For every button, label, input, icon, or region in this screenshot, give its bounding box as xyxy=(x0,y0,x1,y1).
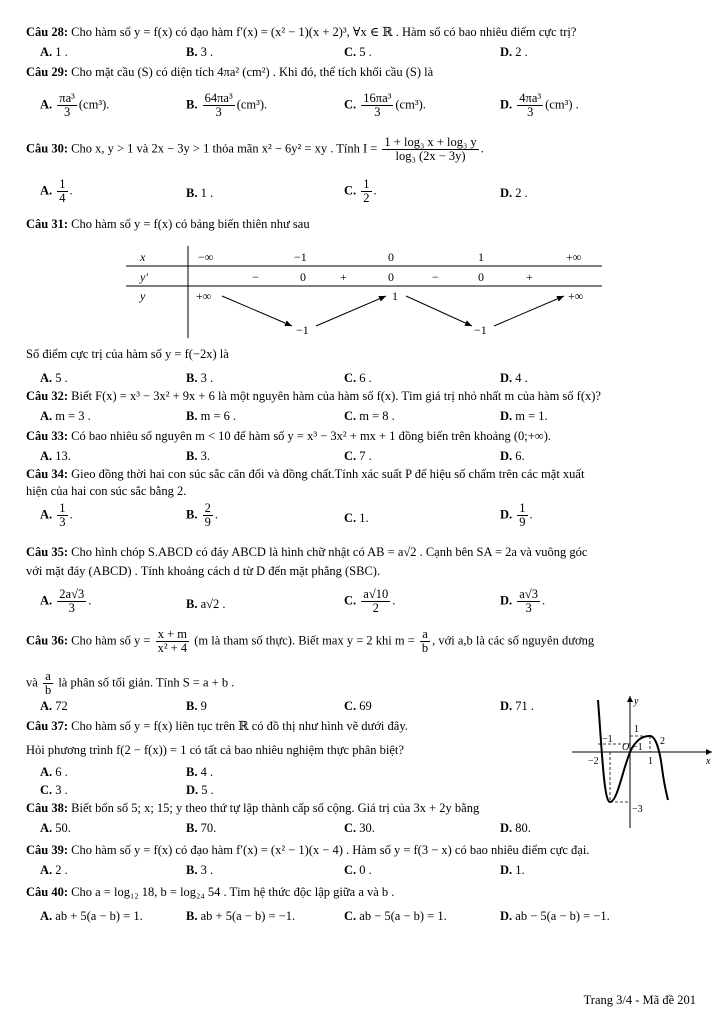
q32-option-b[interactable]: B. m = 6 . xyxy=(186,409,237,423)
q40-option-a[interactable]: A. ab + 5(a − b) = 1. xyxy=(40,909,143,923)
q36-option-a[interactable]: A. 72 xyxy=(40,699,68,713)
graph-origin: O xyxy=(622,742,630,753)
yp-sign-3: − xyxy=(432,270,439,284)
q39-option-b[interactable]: B. 3 . xyxy=(186,863,214,877)
q30-option-a[interactable]: A. $\frac{1}{4}$ . xyxy=(40,177,73,205)
q39-option-c[interactable]: C. 0 . xyxy=(344,863,372,877)
table-x-label: x xyxy=(140,250,146,264)
q38-option-a[interactable]: A. 50. xyxy=(40,821,71,835)
q34-option-c[interactable]: C. 1. xyxy=(344,511,369,525)
question-31: Câu 31: Cho hàm số y = f(x) có bảng biến thiên như sau xyxy=(26,217,310,231)
q30-option-d[interactable]: D. 2 . xyxy=(500,186,528,200)
question-39: Câu 39: Cho hàm số y = f(x) có đạo hàm f′(x) = (x² − 1)(x − 4) . Hàm số y = f(3 − x) có bao nhiêu điểm cực đại. xyxy=(26,843,590,857)
x-zero: 0 xyxy=(388,250,394,264)
tick-x-neg2: −2 xyxy=(588,756,599,767)
q40-option-b[interactable]: B. ab + 5(a − b) = −1. xyxy=(186,909,296,923)
y-top-right: +∞ xyxy=(568,289,584,303)
question-34-cont: hiện của hai con súc sắc bằng 2. xyxy=(26,484,187,498)
yp-zero-3: 0 xyxy=(478,270,484,284)
q33-option-c[interactable]: C. 7 . xyxy=(344,449,372,463)
question-36-cont: và $\frac{a}{b}$ là phân số tối giản. Tính S = a + b . xyxy=(26,669,235,697)
yp-zero-1: 0 xyxy=(300,270,306,284)
q28-option-d[interactable]: D. 2 . xyxy=(500,45,528,59)
q37-option-b[interactable]: B. 4 . xyxy=(186,765,214,779)
question-33: Câu 33: Có bao nhiêu số nguyên m < 10 để hàm số y = x³ − 3x² + mx + 1 đồng biến trên khoảng (0;+∞). xyxy=(26,429,551,443)
q33-option-b[interactable]: B. 3. xyxy=(186,449,210,463)
q38-option-d[interactable]: D. 80. xyxy=(500,821,531,835)
q32-option-d[interactable]: D. m = 1. xyxy=(500,409,548,423)
q40-option-d[interactable]: D. ab − 5(a − b) = −1. xyxy=(500,909,610,923)
yp-zero-2: 0 xyxy=(388,270,394,284)
q37-option-a[interactable]: A. 6 . xyxy=(40,765,68,779)
question-36: Câu 36: Cho hàm số y = $\frac{x + m}{\text{x² + 4}}$ (m là tham số thực). Biết max y = 2 khi m = $\frac{a}{b}$ , với a,b là các số nguyên dương xyxy=(26,627,595,655)
question-34: Câu 34: Gieo đồng thời hai con súc sắc cân đối và đồng chất.Tính xác suất P để hiệu số chấm trên các mặt xuất xyxy=(26,467,585,481)
question-35: Câu 35: Cho hình chóp S.ABCD có đáy ABCD là hình chữ nhật có AB = a√2 . Cạnh bên SA = 2a và vuông góc xyxy=(26,545,588,559)
q34-option-b[interactable]: B. $\frac{2}{9}$ . xyxy=(186,501,218,529)
q39-option-d[interactable]: D. 1. xyxy=(500,863,525,877)
question-29: Câu 29: Cho mặt cầu (S) có diện tích 4πa² (cm²) . Khi đó, thể tích khối cầu (S) là xyxy=(26,65,434,79)
tick-y-neg3: −3 xyxy=(632,804,643,815)
q38-option-c[interactable]: C. 30. xyxy=(344,821,375,835)
q34-option-a[interactable]: A. $\frac{1}{3}$ . xyxy=(40,501,73,529)
yp-sign-2: + xyxy=(340,270,347,284)
q29-option-d[interactable]: D. $\frac{\text{4πa³}}{3}$ (cm³) . xyxy=(500,91,579,119)
tick-x-1: 1 xyxy=(648,756,653,767)
q29-option-b[interactable]: B. $\frac{\text{64πa³}}{3}$ (cm³). xyxy=(186,91,268,119)
x-neg-inf: −∞ xyxy=(198,250,214,264)
tick-y-neg1: −1 xyxy=(632,742,643,753)
q31-option-d[interactable]: D. 4 . xyxy=(500,371,528,385)
tick-x-2: 2 xyxy=(660,736,665,747)
q31-option-a[interactable]: A. 5 . xyxy=(40,371,68,385)
question-38: Câu 38: Biết bốn số 5; x; 15; y theo thứ tự lập thành cấp số cộng. Giá trị của 3x + 2y bằng xyxy=(26,801,480,815)
q28-option-a[interactable]: A. 1 . xyxy=(40,45,68,59)
y-max-1: 1 xyxy=(392,289,398,303)
q35-option-b[interactable]: B. a√2 . xyxy=(186,597,226,611)
question-40: Câu 40: Cho a = log₁₂ 18, b = log₂₄ 54 . Tìm hệ thức độc lập giữa a và b . xyxy=(26,885,395,899)
graph-y-label: y xyxy=(634,696,639,707)
q32-option-a[interactable]: A. m = 3 . xyxy=(40,409,91,423)
q31-option-c[interactable]: C. 6 . xyxy=(344,371,372,385)
q31-followup: Số điểm cực trị của hàm số y = f(−2x) là xyxy=(26,347,229,361)
q29-option-c[interactable]: C. $\frac{\text{16πa³}}{3}$ (cm³). xyxy=(344,91,426,119)
variation-table xyxy=(126,244,606,340)
table-yprime-label: y' xyxy=(140,270,148,284)
tick-x-neg1: −1 xyxy=(602,734,613,745)
q30-option-b[interactable]: B. 1 . xyxy=(186,186,214,200)
x-minus-1: −1 xyxy=(294,250,307,264)
q36-option-d[interactable]: D. 71 . xyxy=(500,699,535,713)
tick-y-1: 1 xyxy=(634,724,639,735)
question-text: Cho hàm số y = f(x) có đạo hàm f′(x) = (x² − 1)(x + 2)³, ∀x ∈ ℝ . Hàm số có bao nhiêu điểm cực trị? xyxy=(71,25,577,39)
q35-option-d[interactable]: D. $\frac{a√3}{3}$ . xyxy=(500,587,546,615)
question-32: Câu 32: Biết F(x) = x³ − 3x² + 9x + 6 là một nguyên hàm của hàm số f(x). Tìm giá trị nhỏ nhất m của hàm số f(x)? xyxy=(26,389,601,403)
q40-option-c[interactable]: C. ab − 5(a − b) = 1. xyxy=(344,909,447,923)
q29-option-a[interactable]: A. $\frac{\text{πa³}}{3}$ (cm³). xyxy=(40,91,110,119)
q36-option-c[interactable]: C. 69 xyxy=(344,699,372,713)
x-one: 1 xyxy=(478,250,484,264)
q37-option-d[interactable]: D. 5 . xyxy=(186,783,214,797)
yp-sign-1: − xyxy=(252,270,259,284)
q36-option-b[interactable]: B. 9 xyxy=(186,699,207,713)
q35-option-c[interactable]: C. $\frac{a√10}{2}$ . xyxy=(344,587,396,615)
question-30: Câu 30: Cho x, y > 1 và 2x − 3y > 1 thỏa mãn x² − 6y² = xy . Tính I = $\frac{\text{1 + log₃ x + log₃ y}}{\text{log₃ (2x − 3y)}}$ . xyxy=(26,135,484,163)
y-top-left: +∞ xyxy=(196,289,212,303)
q34-option-d[interactable]: D. $\frac{1}{9}$ . xyxy=(500,501,533,529)
q35-option-a[interactable]: A. $\frac{2a√3}{3}$ . xyxy=(40,587,92,615)
question-35-cont: với mặt đáy (ABCD) . Tính khoảng cách d từ D đến mặt phẳng (SBC). xyxy=(26,564,381,578)
x-pos-inf: +∞ xyxy=(566,250,582,264)
q32-option-c[interactable]: C. m = 8 . xyxy=(344,409,395,423)
q28-option-c[interactable]: C. 5 . xyxy=(344,45,372,59)
yp-sign-4: + xyxy=(526,270,533,284)
graph-x-label: x xyxy=(706,756,711,767)
q33-option-d[interactable]: D. 6. xyxy=(500,449,525,463)
q37-option-c[interactable]: C. 3 . xyxy=(40,783,68,797)
q39-option-a[interactable]: A. 2 . xyxy=(40,863,68,877)
question-28 xyxy=(26,24,576,40)
question-37-cont: Hỏi phương trình f(2 − f(x)) = 1 có tất cả bao nhiêu nghiệm thực phân biệt? xyxy=(26,743,404,757)
q33-option-a[interactable]: A. 13. xyxy=(40,449,71,463)
question-label: Câu 28: xyxy=(26,25,69,39)
y-min-right: −1 xyxy=(474,323,487,337)
function-graph xyxy=(568,692,718,830)
q30-option-c[interactable]: C. $\frac{1}{2}$ . xyxy=(344,177,377,205)
q28-option-b[interactable]: B. 3 . xyxy=(186,45,214,59)
table-y-label: y xyxy=(140,289,146,303)
question-37: Câu 37: Cho hàm số y = f(x) liên tục trên ℝ có đồ thị như hình vẽ dưới đây. xyxy=(26,719,408,733)
q31-option-b[interactable]: B. 3 . xyxy=(186,371,214,385)
y-min-left: −1 xyxy=(296,323,309,337)
page-footer: Trang 3/4 - Mã đề 201 xyxy=(583,993,696,1007)
q38-option-b[interactable]: B. 70. xyxy=(186,821,217,835)
